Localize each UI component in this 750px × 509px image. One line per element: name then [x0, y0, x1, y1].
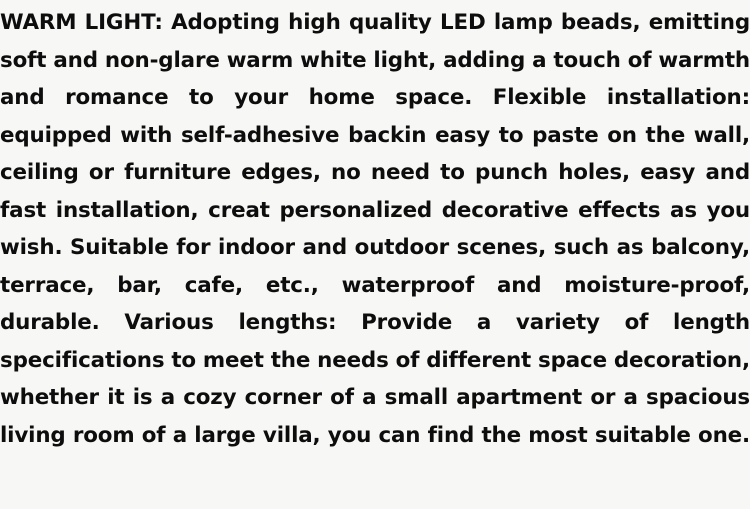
product-description-text: WARM LIGHT: Adopting high quality LED lamp beads, emitting soft and non-glare warm white light, adding a touch of warmth and romance to your home space. Flexible installation: equipped with self-adhesive backin easy to paste on the wall, ceiling or furniture edges, no need to punch holes, easy and fast installation, creat personalized decorative effects as you wish. Suitable for indoor and outdoor scenes, such as balcony, terrace, bar, cafe, etc., waterproof and moisture-proof, durable. Various lengths: Provide a variety of length specifications to meet the needs of different space decoration, whether it is a cozy corner of a small apartment or a spacious living room of a large villa, you can find the most suitable one.	[0, 0, 750, 509]
